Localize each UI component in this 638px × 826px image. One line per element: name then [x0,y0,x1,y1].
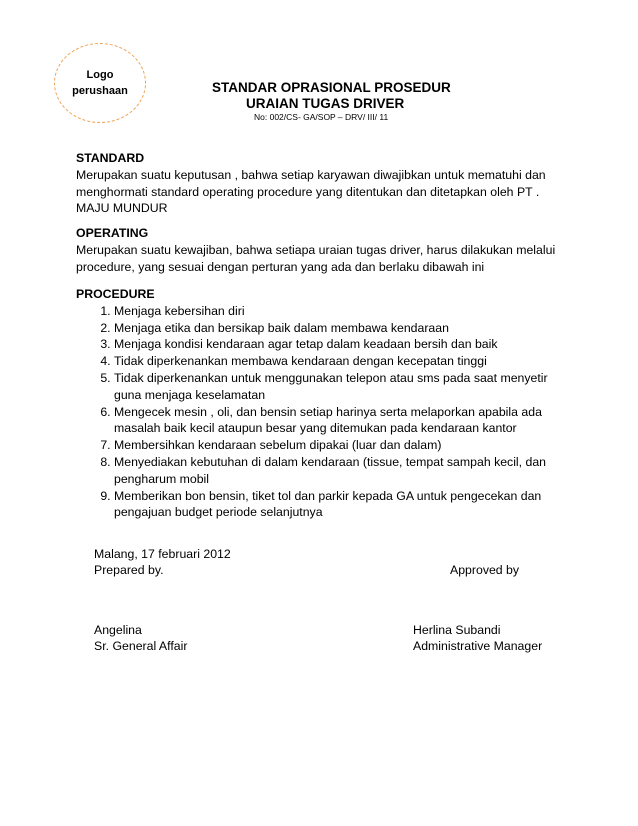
operating-section [76,225,556,275]
procedure-item: 8. Menyediakan kebutuhan di dalam kendaraan (tissue, tempat sampah kecil, dan pengharum mobil [114,454,556,488]
procedure-item: 5. Tidak diperkenankan untuk menggunakan telepon atau sms pada saat menyetir guna menjaga keselamatan [114,370,556,404]
procedure-item: 7. Membersihkan kendaraan sebelum dipakai (luar dan dalam) [114,437,556,454]
procedure-list [76,303,556,521]
document-subtitle: URAIAN TUGAS DRIVER [246,96,405,111]
procedure-item: 6. Mengecek mesin , oli, dan bensin setiap harinya serta melaporkan apabila ada masalah baik kecil ataupun besar yang ditemukan pada kendaraan kantor [114,404,556,438]
procedure-heading: PROCEDURE [76,287,155,301]
preparer-name: Angelina [94,623,142,637]
approver-name: Herlina Subandi [413,623,501,637]
procedure-item: 9. Memberikan bon bensin, tiket tol dan parkir kepada GA untuk pengecekan dan pengajuan budget periode selanjutnya [114,488,556,522]
standard-text: Merupakan suatu keputusan , bahwa setiap karyawan diwajibkan untuk mematuhi dan menghormati standard operating procedure yang ditentukan dan ditetapkan oleh PT . MAJU MUNDUR [76,167,546,216]
logo-line1: Logo [86,69,114,81]
standard-section [76,150,556,217]
approver-title: Administrative Manager [413,639,543,653]
procedure-item: 2. Menjaga etika dan bersikap baik dalam membawa kendaraan [114,320,556,337]
procedure-item: 3. Menjaga kondisi kendaraan agar tetap dalam keadaan bersih dan baik [114,336,556,353]
document-number: No: 002/CS- GA/SOP – DRV/ III/ 11 [254,112,389,122]
place-date: Malang, 17 februari 2012 [94,547,231,561]
operating-heading: OPERATING [76,226,149,240]
procedure-item: 4. Tidak diperkenankan membawa kendaraan dengan kecepatan tinggi [114,353,556,370]
preparer-title: Sr. General Affair [94,639,188,653]
standard-heading: STANDARD [76,151,145,165]
operating-text: Merupakan suatu kewajiban, bahwa setiapa uraian tugas driver, harus dilakukan melalui procedure, yang sesuai dengan perturan yang ada dan berlaku dibawah ini [76,242,556,274]
logo-line2: perushaan [72,85,128,97]
procedure-item: 1. Menjaga kebersihan diri [114,303,556,320]
company-logo-placeholder [54,43,146,123]
procedure-section [76,286,556,521]
document-title: STANDAR OPRASIONAL PROSEDUR [212,80,451,95]
prepared-by-label: Prepared by. [94,563,164,577]
approved-by-label: Approved by [450,563,520,577]
